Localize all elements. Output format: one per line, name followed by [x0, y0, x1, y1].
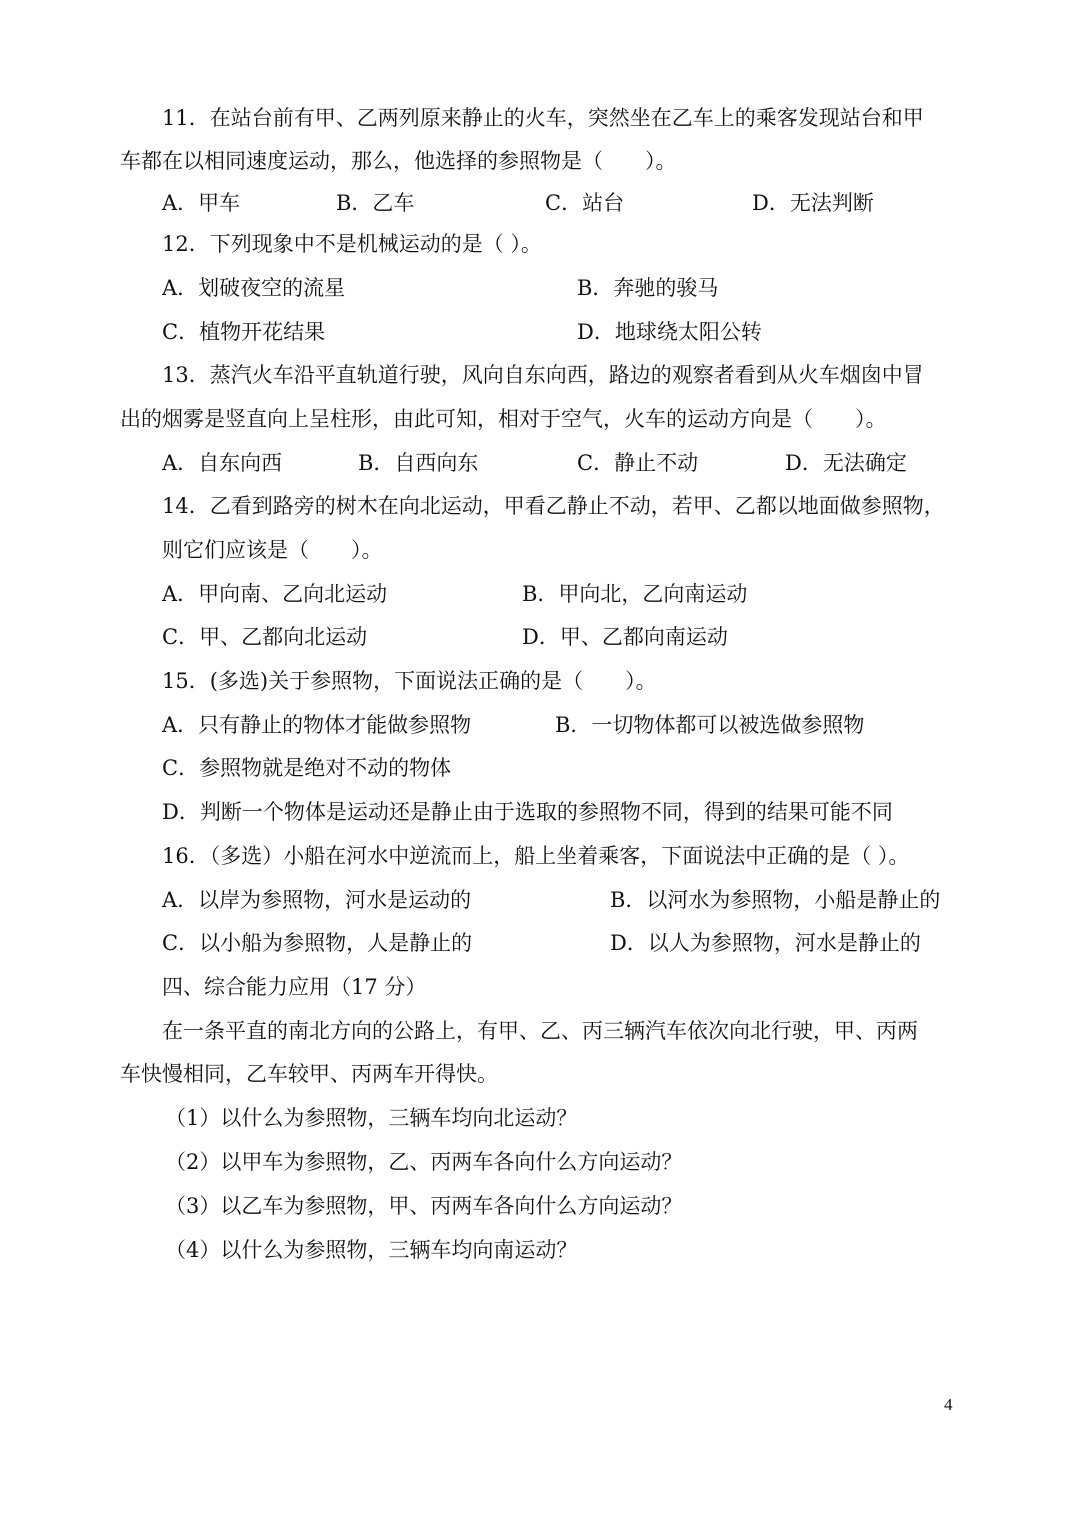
q11-option-b: B．乙车: [336, 191, 415, 215]
q14-options-row2: [0, 623, 1075, 651]
q15-options-row1: [0, 711, 1075, 739]
section4-subquestion-4: （4）以什么为参照物，三辆车均向南运动？: [165, 1238, 578, 1262]
q12-option-d: D．地球绕太阳公转: [577, 320, 762, 344]
q16-option-d: D．以人为参照物，河水是静止的: [610, 931, 921, 955]
q13-options: [0, 449, 1075, 477]
q11-option-c: C．站台: [545, 191, 625, 215]
q16-options-row1: [0, 886, 1075, 914]
q12-option-c: C．植物开花结果: [162, 320, 326, 344]
q14-stem-line1: 14．乙看到路旁的树木在向北运动，甲看乙静止不动，若甲、乙都以地面做参照物，: [162, 494, 945, 518]
q12-option-a: A．划破夜空的流星: [162, 276, 346, 300]
q16-options-row2: [0, 929, 1075, 957]
q11-option-a: A．甲车: [162, 191, 241, 215]
q15-option-b: B．一切物体都可以被选做参照物: [555, 713, 865, 737]
q13-option-a: A．自东向西: [162, 451, 283, 475]
q11-stem-line2: 车都在以相同速度运动，那么，他选择的参照物是（ ）。: [120, 149, 677, 173]
q14-option-a: A．甲向南、乙向北运动: [162, 582, 388, 606]
q12-option-b: B．奔驰的骏马: [577, 276, 719, 300]
q16-stem: 16．（多选）小船在河水中逆流而上，船上坐着乘客，下面说法中正确的是（ ）。: [162, 844, 910, 868]
q13-option-c: C．静止不动: [577, 451, 699, 475]
section4-stem-line1: 在一条平直的南北方向的公路上，有甲、乙、丙三辆汽车依次向北行驶，甲、丙两: [162, 1019, 918, 1043]
q12-options-row2: [0, 318, 1075, 346]
section4-stem-line2: 车快慢相同，乙车较甲、丙两车开得快。: [120, 1062, 498, 1086]
section4-subquestion-3: （3）以乙车为参照物，甲、丙两车各向什么方向运动？: [165, 1194, 683, 1218]
q14-option-c: C．甲、乙都向北运动: [162, 625, 368, 649]
q16-option-a: A．以岸为参照物，河水是运动的: [162, 888, 472, 912]
q13-stem-line1: 13．蒸汽火车沿平直轨道行驶，风向自东向西，路边的观察者看到从火车烟囱中冒: [162, 363, 924, 387]
section4-subquestion-1: （1）以什么为参照物，三辆车均向北运动？: [165, 1106, 578, 1130]
q14-option-b: B．甲向北，乙向南运动: [522, 582, 748, 606]
q14-option-d: D．甲、乙都向南运动: [522, 625, 728, 649]
q12-options-row1: [0, 274, 1075, 302]
q14-stem-line2: 则它们应该是（ ）。: [162, 538, 383, 562]
section4-heading: 四、综合能力应用（17 分）: [162, 975, 427, 999]
q15-option-a: A．只有静止的物体才能做参照物: [162, 713, 472, 737]
q12-stem: 12．下列现象中不是机械运动的是（ ）。: [162, 232, 542, 256]
q15-stem: 15．(多选)关于参照物，下面说法正确的是（ ）。: [162, 669, 657, 693]
q11-options: [0, 189, 1075, 217]
q15-option-c: C．参照物就是绝对不动的物体: [162, 756, 452, 780]
q16-option-c: C．以小船为参照物，人是静止的: [162, 931, 473, 955]
page-number: 4: [944, 1395, 953, 1414]
section4-subquestion-2: （2）以甲车为参照物，乙、丙两车各向什么方向运动？: [165, 1150, 683, 1174]
q13-option-d: D．无法确定: [785, 451, 907, 475]
q11-stem-line1: 11．在站台前有甲、乙两列原来静止的火车，突然坐在乙车上的乘客发现站台和甲: [162, 106, 924, 130]
q13-stem-line2: 出的烟雾是竖直向上呈柱形，由此可知，相对于空气，火车的运动方向是（ ）。: [120, 407, 887, 431]
q11-option-d: D．无法判断: [752, 191, 874, 215]
q14-options-row1: [0, 580, 1075, 608]
q15-option-d: D．判断一个物体是运动还是静止由于选取的参照物不同，得到的结果可能不同: [162, 800, 893, 824]
q13-option-b: B．自西向东: [358, 451, 479, 475]
q16-option-b: B．以河水为参照物，小船是静止的: [610, 888, 941, 912]
